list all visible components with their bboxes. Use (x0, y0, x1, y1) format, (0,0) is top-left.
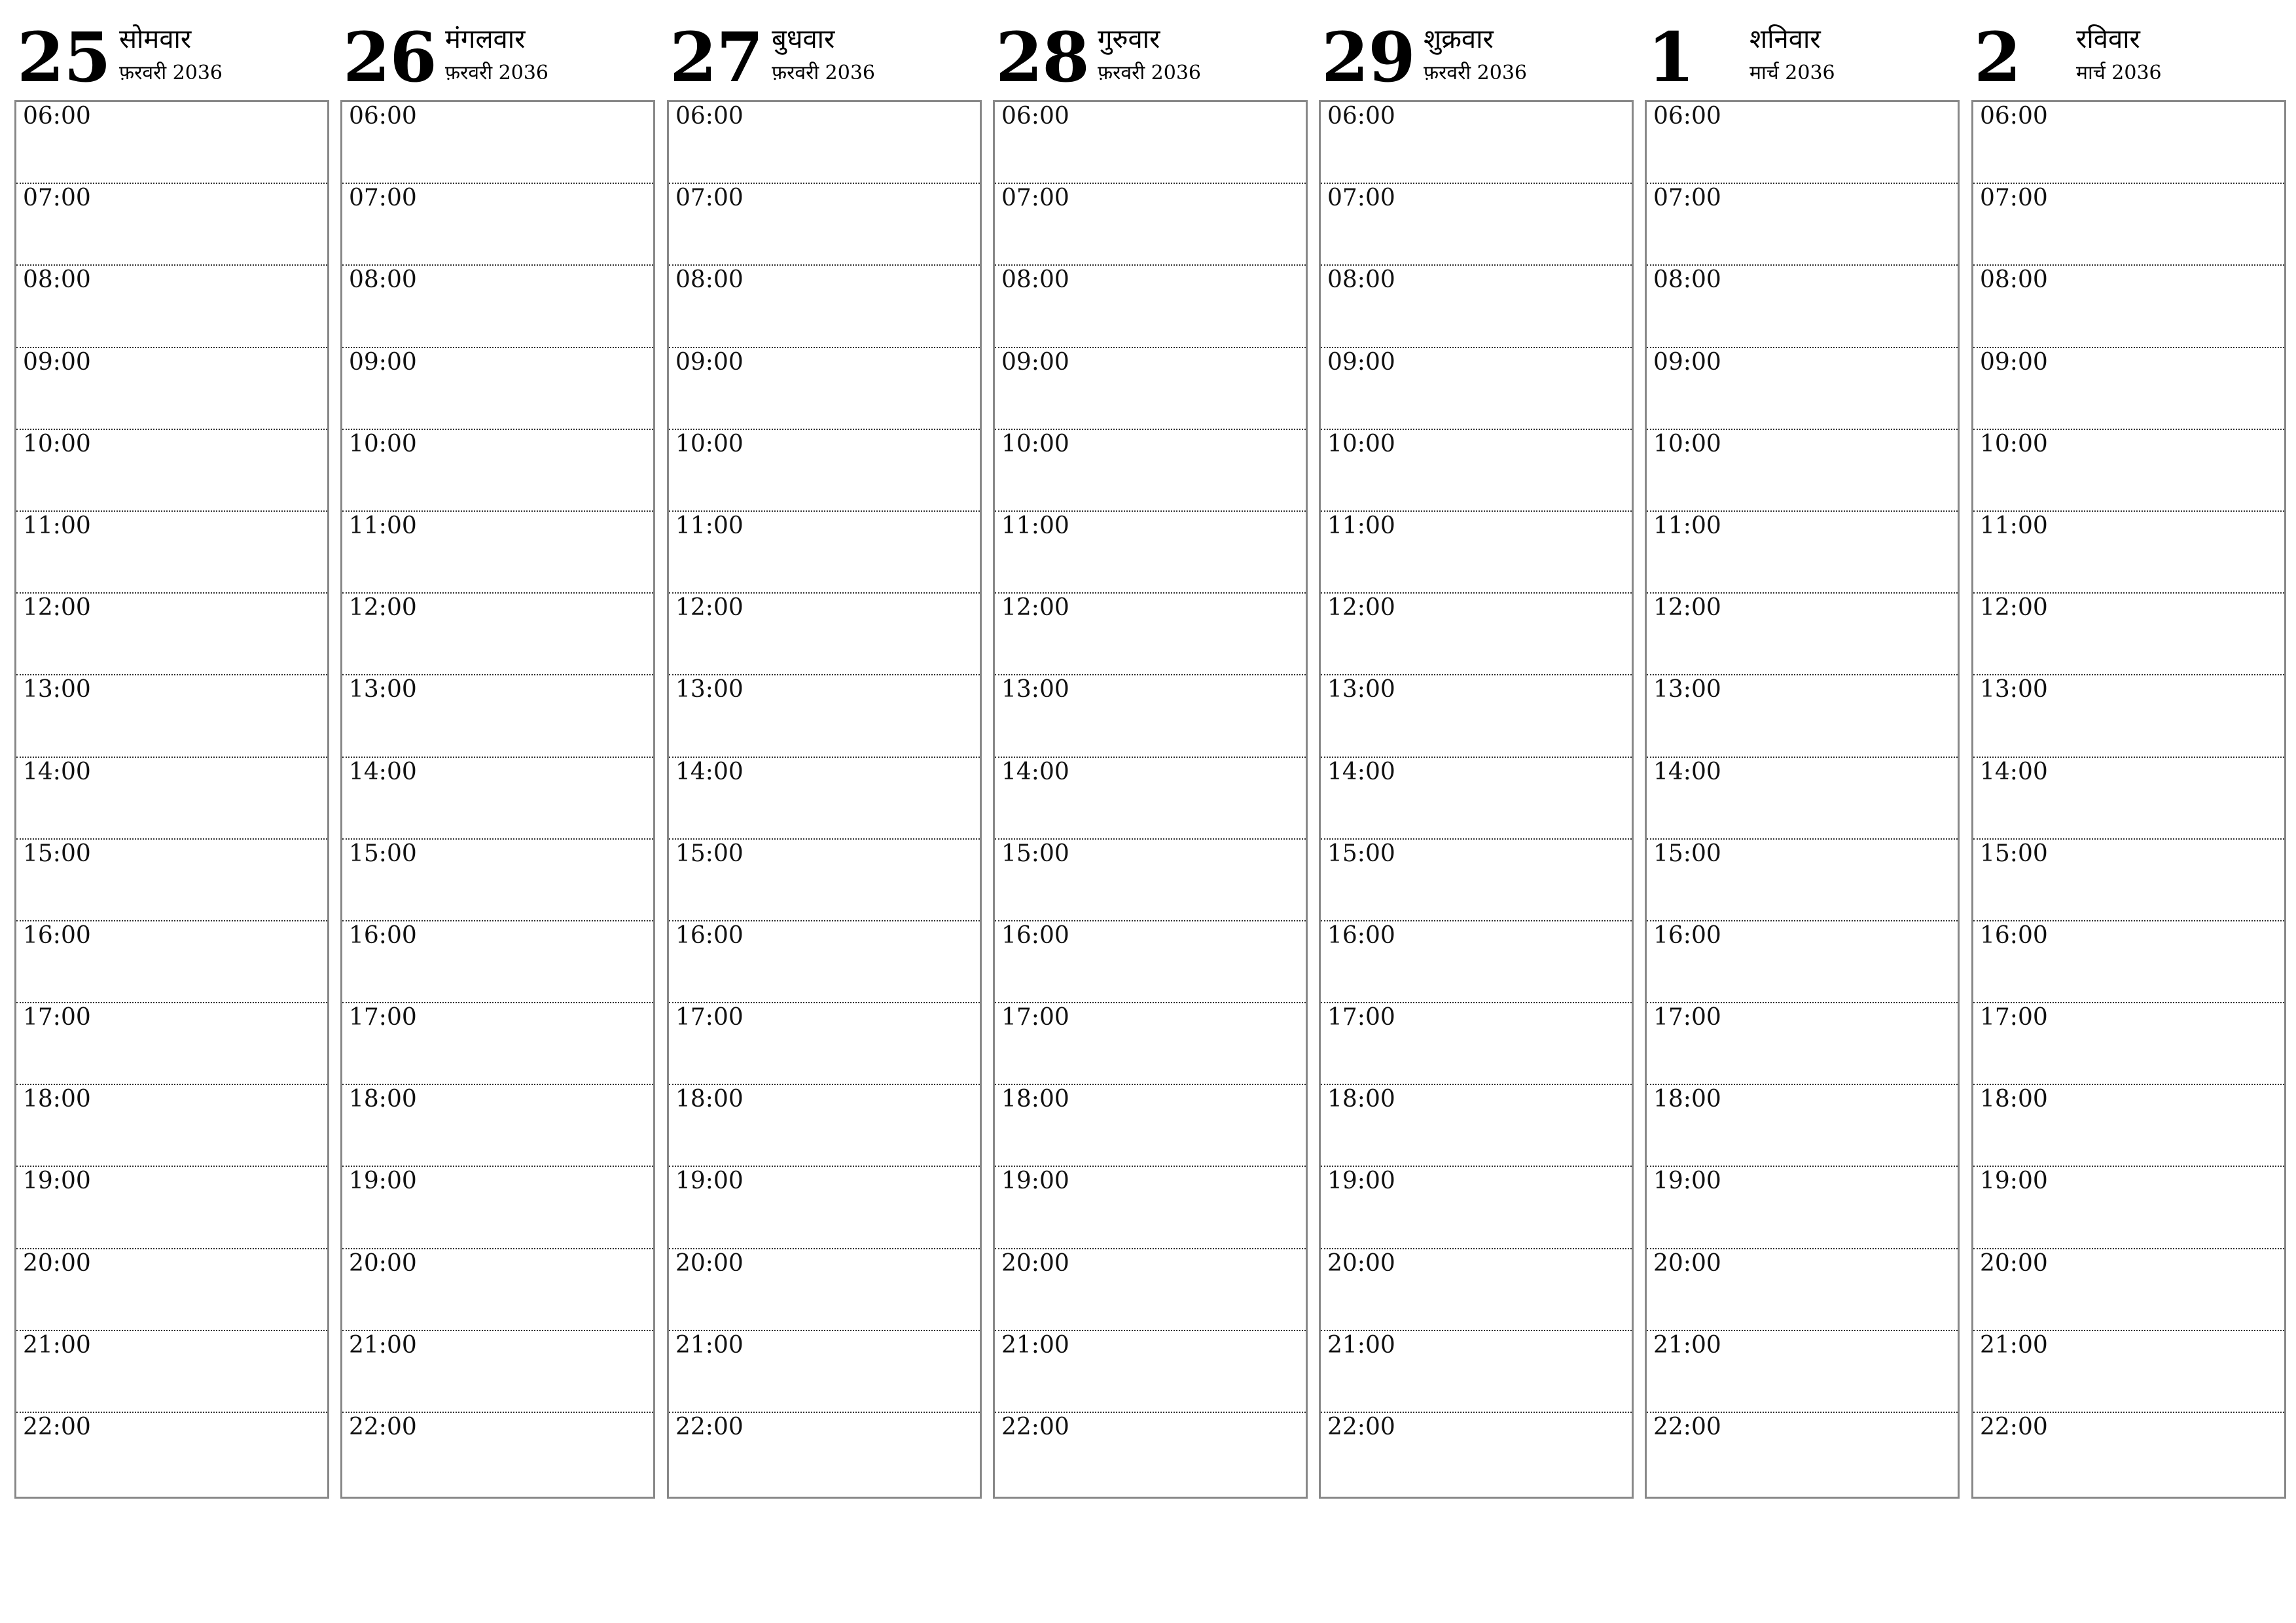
time-slot[interactable] (995, 594, 1306, 675)
time-label: 20:00 (675, 1249, 744, 1277)
time-label: 07:00 (675, 185, 744, 212)
time-label: 15:00 (1327, 840, 1395, 867)
time-slot[interactable] (995, 1331, 1306, 1413)
time-slot[interactable] (1321, 840, 1632, 921)
hourly-slots (993, 100, 1308, 1499)
time-label: 13:00 (1327, 676, 1395, 704)
weekday-name: बुधवार (772, 24, 835, 54)
time-label: 09:00 (1653, 348, 1721, 376)
time-slot[interactable] (1647, 1331, 1958, 1413)
time-label: 19:00 (23, 1168, 91, 1195)
time-label: 11:00 (675, 512, 744, 539)
time-label: 14:00 (1327, 758, 1395, 785)
time-label: 19:00 (1327, 1168, 1395, 1195)
time-label: 12:00 (1653, 594, 1721, 622)
time-slot[interactable] (995, 348, 1306, 430)
time-slot[interactable] (1321, 266, 1632, 348)
day-number: 29 (1321, 17, 1415, 98)
time-slot[interactable] (995, 840, 1306, 921)
time-slot[interactable] (669, 1085, 980, 1167)
time-label: 06:00 (23, 103, 91, 130)
day-column-monday (14, 14, 328, 1499)
time-slot[interactable] (1647, 184, 1958, 266)
time-slot[interactable] (1321, 1167, 1632, 1249)
time-label: 09:00 (675, 348, 744, 376)
time-label: 15:00 (1001, 840, 1069, 867)
day-header (1319, 14, 1632, 99)
time-label: 17:00 (349, 1004, 417, 1031)
time-slot[interactable] (995, 758, 1306, 840)
hourly-slots (1319, 100, 1634, 1499)
time-slot[interactable] (669, 348, 980, 430)
weekday-name: शुक्रवार (1424, 24, 1494, 54)
time-label: 21:00 (1327, 1331, 1395, 1359)
time-label: 07:00 (1653, 185, 1721, 212)
hourly-slots (667, 100, 982, 1499)
time-label: 07:00 (1980, 185, 2048, 212)
day-number: 25 (17, 17, 111, 98)
time-slot[interactable] (995, 430, 1306, 512)
time-slot[interactable] (16, 1167, 327, 1249)
time-slot[interactable] (1973, 1167, 2284, 1249)
time-label: 09:00 (23, 348, 91, 376)
time-label: 16:00 (23, 921, 91, 949)
time-slot[interactable] (1973, 512, 2284, 594)
time-label: 12:00 (675, 594, 744, 622)
time-label: 06:00 (1980, 103, 2048, 130)
time-label: 22:00 (23, 1414, 91, 1440)
day-column-saturday (1645, 14, 1958, 1499)
time-label: 17:00 (1001, 1004, 1069, 1031)
time-slot[interactable] (1973, 921, 2284, 1003)
time-slot[interactable] (16, 1331, 327, 1413)
time-label: 22:00 (1980, 1414, 2048, 1440)
weekday-name: शनिवार (1749, 24, 1821, 54)
time-label: 10:00 (1327, 430, 1395, 457)
time-label: 12:00 (23, 594, 91, 622)
time-label: 06:00 (1327, 103, 1395, 130)
time-label: 15:00 (1980, 840, 2048, 867)
time-label: 18:00 (1653, 1086, 1721, 1113)
time-slot[interactable] (1647, 1003, 1958, 1085)
time-label: 09:00 (1980, 348, 2048, 376)
time-slot[interactable] (669, 1331, 980, 1413)
time-label: 16:00 (1001, 921, 1069, 949)
time-label: 19:00 (1001, 1168, 1069, 1195)
time-slot[interactable] (16, 430, 327, 512)
time-label: 20:00 (1327, 1249, 1395, 1277)
day-number: 28 (996, 17, 1089, 98)
time-slot[interactable] (1973, 1249, 2284, 1331)
time-slot[interactable] (1647, 1249, 1958, 1331)
time-label: 22:00 (349, 1414, 417, 1440)
time-label: 06:00 (349, 103, 417, 130)
time-slot[interactable] (16, 675, 327, 757)
time-label: 08:00 (1327, 266, 1395, 294)
time-label: 10:00 (1001, 430, 1069, 457)
time-slot[interactable] (16, 840, 327, 921)
time-slot[interactable] (995, 1249, 1306, 1331)
time-label: 17:00 (1980, 1004, 2048, 1031)
time-slot[interactable] (1647, 266, 1958, 348)
hourly-slots (1645, 100, 1960, 1499)
time-label: 09:00 (1327, 348, 1395, 376)
time-label: 14:00 (1980, 758, 2048, 785)
weekly-planner (14, 14, 2282, 1499)
time-label: 14:00 (349, 758, 417, 785)
time-slot[interactable] (1321, 921, 1632, 1003)
time-label: 21:00 (349, 1331, 417, 1359)
time-slot[interactable] (1321, 512, 1632, 594)
time-slot[interactable] (669, 1003, 980, 1085)
time-slot[interactable] (1973, 1003, 2284, 1085)
time-slot[interactable] (669, 840, 980, 921)
time-slot[interactable] (995, 512, 1306, 594)
day-column-tuesday (340, 14, 654, 1499)
time-slot[interactable] (669, 266, 980, 348)
time-label: 21:00 (1653, 1331, 1721, 1359)
time-slot[interactable] (16, 1413, 327, 1495)
time-slot[interactable] (669, 921, 980, 1003)
time-slot[interactable] (16, 512, 327, 594)
month-year: मार्च 2036 (2076, 62, 2162, 84)
day-header (993, 14, 1306, 99)
time-label: 19:00 (1653, 1168, 1721, 1195)
time-label: 13:00 (675, 676, 744, 704)
weekday-name: सोमवार (119, 24, 192, 54)
time-slot[interactable] (16, 1003, 327, 1085)
time-slot[interactable] (1973, 1331, 2284, 1413)
time-label: 20:00 (23, 1249, 91, 1277)
day-number: 26 (343, 17, 437, 98)
time-label: 08:00 (349, 266, 417, 294)
time-slot[interactable] (1321, 1331, 1632, 1413)
time-label: 16:00 (1980, 921, 2048, 949)
time-label: 12:00 (1980, 594, 2048, 622)
day-header (340, 14, 654, 99)
time-slot[interactable] (1973, 675, 2284, 757)
time-slot[interactable] (1973, 1413, 2284, 1495)
time-slot[interactable] (342, 675, 653, 757)
day-header (14, 14, 328, 99)
time-label: 09:00 (1001, 348, 1069, 376)
hourly-slots (1971, 100, 2286, 1499)
time-label: 07:00 (23, 185, 91, 212)
time-label: 14:00 (1653, 758, 1721, 785)
time-slot[interactable] (342, 1085, 653, 1167)
time-slot[interactable] (995, 1003, 1306, 1085)
time-label: 11:00 (1001, 512, 1069, 539)
time-slot[interactable] (669, 594, 980, 675)
time-slot[interactable] (1321, 1413, 1632, 1495)
time-label: 12:00 (1001, 594, 1069, 622)
time-slot[interactable] (669, 758, 980, 840)
time-label: 20:00 (1980, 1249, 2048, 1277)
time-slot[interactable] (1321, 348, 1632, 430)
weekday-name: गुरुवार (1098, 24, 1160, 54)
time-slot[interactable] (342, 840, 653, 921)
time-slot[interactable] (1321, 102, 1632, 184)
time-slot[interactable] (995, 1085, 1306, 1167)
time-slot[interactable] (16, 1249, 327, 1331)
time-label: 06:00 (1001, 103, 1069, 130)
time-label: 16:00 (675, 921, 744, 949)
time-slot[interactable] (1973, 758, 2284, 840)
weekday-name: मंगलवार (445, 24, 526, 54)
time-label: 08:00 (675, 266, 744, 294)
time-label: 14:00 (23, 758, 91, 785)
time-slot[interactable] (1647, 348, 1958, 430)
time-slot[interactable] (995, 184, 1306, 266)
time-label: 17:00 (675, 1004, 744, 1031)
time-slot[interactable] (342, 102, 653, 184)
time-label: 19:00 (349, 1168, 417, 1195)
day-header (1971, 14, 2285, 99)
time-slot[interactable] (995, 1413, 1306, 1495)
time-slot[interactable] (342, 512, 653, 594)
time-slot[interactable] (1973, 102, 2284, 184)
time-label: 21:00 (23, 1331, 91, 1359)
time-slot[interactable] (1321, 594, 1632, 675)
time-slot[interactable] (342, 430, 653, 512)
time-slot[interactable] (669, 1167, 980, 1249)
time-slot[interactable] (16, 921, 327, 1003)
time-slot[interactable] (342, 1003, 653, 1085)
time-label: 18:00 (1001, 1086, 1069, 1113)
time-label: 17:00 (23, 1004, 91, 1031)
time-label: 10:00 (1653, 430, 1721, 457)
time-slot[interactable] (342, 921, 653, 1003)
time-label: 14:00 (675, 758, 744, 785)
time-label: 21:00 (1001, 1331, 1069, 1359)
time-label: 06:00 (1653, 103, 1721, 130)
month-year: फ़रवरी 2036 (1424, 62, 1528, 84)
time-label: 11:00 (1327, 512, 1395, 539)
month-year: मार्च 2036 (1749, 62, 1835, 84)
weekday-name: रविवार (2076, 24, 2140, 54)
time-label: 08:00 (23, 266, 91, 294)
time-slot[interactable] (1647, 102, 1958, 184)
time-label: 15:00 (1653, 840, 1721, 867)
time-label: 16:00 (1327, 921, 1395, 949)
time-slot[interactable] (342, 594, 653, 675)
time-label: 10:00 (23, 430, 91, 457)
time-label: 11:00 (1980, 512, 2048, 539)
time-slot[interactable] (1647, 675, 1958, 757)
time-label: 20:00 (1653, 1249, 1721, 1277)
day-number: 27 (670, 17, 763, 98)
time-slot[interactable] (1321, 1085, 1632, 1167)
time-slot[interactable] (1321, 1249, 1632, 1331)
time-label: 18:00 (23, 1086, 91, 1113)
time-label: 08:00 (1980, 266, 2048, 294)
time-slot[interactable] (669, 1413, 980, 1495)
time-label: 22:00 (1653, 1414, 1721, 1440)
time-label: 15:00 (675, 840, 744, 867)
time-slot[interactable] (1973, 266, 2284, 348)
time-slot[interactable] (1647, 512, 1958, 594)
time-slot[interactable] (1321, 184, 1632, 266)
day-column-sunday (1971, 14, 2285, 1499)
time-label: 07:00 (1327, 185, 1395, 212)
time-slot[interactable] (1647, 1167, 1958, 1249)
month-year: फ़रवरी 2036 (445, 62, 549, 84)
time-slot[interactable] (342, 348, 653, 430)
time-slot[interactable] (1321, 430, 1632, 512)
time-label: 22:00 (1001, 1414, 1069, 1440)
time-slot[interactable] (1973, 1085, 2284, 1167)
time-slot[interactable] (16, 594, 327, 675)
time-slot[interactable] (995, 1167, 1306, 1249)
time-slot[interactable] (669, 1249, 980, 1331)
time-slot[interactable] (342, 758, 653, 840)
time-slot[interactable] (669, 675, 980, 757)
time-label: 15:00 (349, 840, 417, 867)
month-year: फ़रवरी 2036 (772, 62, 876, 84)
time-slot[interactable] (669, 184, 980, 266)
time-slot[interactable] (16, 758, 327, 840)
time-label: 21:00 (675, 1331, 744, 1359)
time-label: 10:00 (1980, 430, 2048, 457)
day-column-wednesday (667, 14, 980, 1499)
time-slot[interactable] (995, 675, 1306, 757)
time-label: 07:00 (349, 185, 417, 212)
time-slot[interactable] (1647, 430, 1958, 512)
hourly-slots (14, 100, 329, 1499)
time-label: 16:00 (1653, 921, 1721, 949)
time-slot[interactable] (342, 1249, 653, 1331)
time-label: 11:00 (1653, 512, 1721, 539)
time-slot[interactable] (1647, 1085, 1958, 1167)
time-label: 10:00 (675, 430, 744, 457)
hourly-slots (340, 100, 655, 1499)
day-number: 2 (1974, 17, 2021, 98)
time-label: 10:00 (349, 430, 417, 457)
time-slot[interactable] (995, 266, 1306, 348)
time-slot[interactable] (342, 1167, 653, 1249)
month-year: फ़रवरी 2036 (1098, 62, 1202, 84)
time-slot[interactable] (1973, 840, 2284, 921)
day-header (667, 14, 980, 99)
time-label: 21:00 (1980, 1331, 2048, 1359)
time-slot[interactable] (1647, 758, 1958, 840)
time-slot[interactable] (1647, 840, 1958, 921)
time-slot[interactable] (995, 102, 1306, 184)
time-label: 19:00 (675, 1168, 744, 1195)
time-label: 17:00 (1653, 1004, 1721, 1031)
time-label: 12:00 (349, 594, 417, 622)
time-label: 12:00 (1327, 594, 1395, 622)
time-slot[interactable] (16, 184, 327, 266)
time-slot[interactable] (1321, 1003, 1632, 1085)
time-slot[interactable] (1647, 1413, 1958, 1495)
day-column-friday (1319, 14, 1632, 1499)
time-slot[interactable] (16, 1085, 327, 1167)
time-slot[interactable] (669, 430, 980, 512)
time-slot[interactable] (342, 266, 653, 348)
time-label: 16:00 (349, 921, 417, 949)
day-header (1645, 14, 1958, 99)
time-slot[interactable] (342, 1413, 653, 1495)
time-label: 18:00 (1327, 1086, 1395, 1113)
day-column-thursday (993, 14, 1306, 1499)
time-label: 08:00 (1653, 266, 1721, 294)
time-label: 15:00 (23, 840, 91, 867)
time-slot[interactable] (1973, 430, 2284, 512)
time-label: 11:00 (349, 512, 417, 539)
time-label: 18:00 (349, 1086, 417, 1113)
time-slot[interactable] (995, 921, 1306, 1003)
time-slot[interactable] (16, 266, 327, 348)
time-slot[interactable] (1973, 594, 2284, 675)
time-label: 20:00 (349, 1249, 417, 1277)
time-slot[interactable] (1321, 675, 1632, 757)
time-slot[interactable] (16, 348, 327, 430)
time-label: 06:00 (675, 103, 744, 130)
time-label: 08:00 (1001, 266, 1069, 294)
time-label: 22:00 (1327, 1414, 1395, 1440)
time-label: 13:00 (23, 676, 91, 704)
time-label: 13:00 (349, 676, 417, 704)
time-slot[interactable] (669, 102, 980, 184)
time-slot[interactable] (1973, 184, 2284, 266)
time-slot[interactable] (669, 512, 980, 594)
day-number: 1 (1647, 17, 1695, 98)
time-label: 14:00 (1001, 758, 1069, 785)
time-slot[interactable] (1973, 348, 2284, 430)
time-slot[interactable] (1647, 921, 1958, 1003)
time-label: 13:00 (1653, 676, 1721, 704)
time-slot[interactable] (1321, 758, 1632, 840)
time-slot[interactable] (342, 184, 653, 266)
time-slot[interactable] (16, 102, 327, 184)
month-year: फ़रवरी 2036 (119, 62, 223, 84)
time-label: 17:00 (1327, 1004, 1395, 1031)
time-label: 13:00 (1001, 676, 1069, 704)
time-label: 18:00 (1980, 1086, 2048, 1113)
time-label: 18:00 (675, 1086, 744, 1113)
time-label: 07:00 (1001, 185, 1069, 212)
time-label: 09:00 (349, 348, 417, 376)
time-label: 11:00 (23, 512, 91, 539)
time-slot[interactable] (342, 1331, 653, 1413)
time-label: 19:00 (1980, 1168, 2048, 1195)
time-label: 20:00 (1001, 1249, 1069, 1277)
time-slot[interactable] (1647, 594, 1958, 675)
time-label: 13:00 (1980, 676, 2048, 704)
time-label: 22:00 (675, 1414, 744, 1440)
